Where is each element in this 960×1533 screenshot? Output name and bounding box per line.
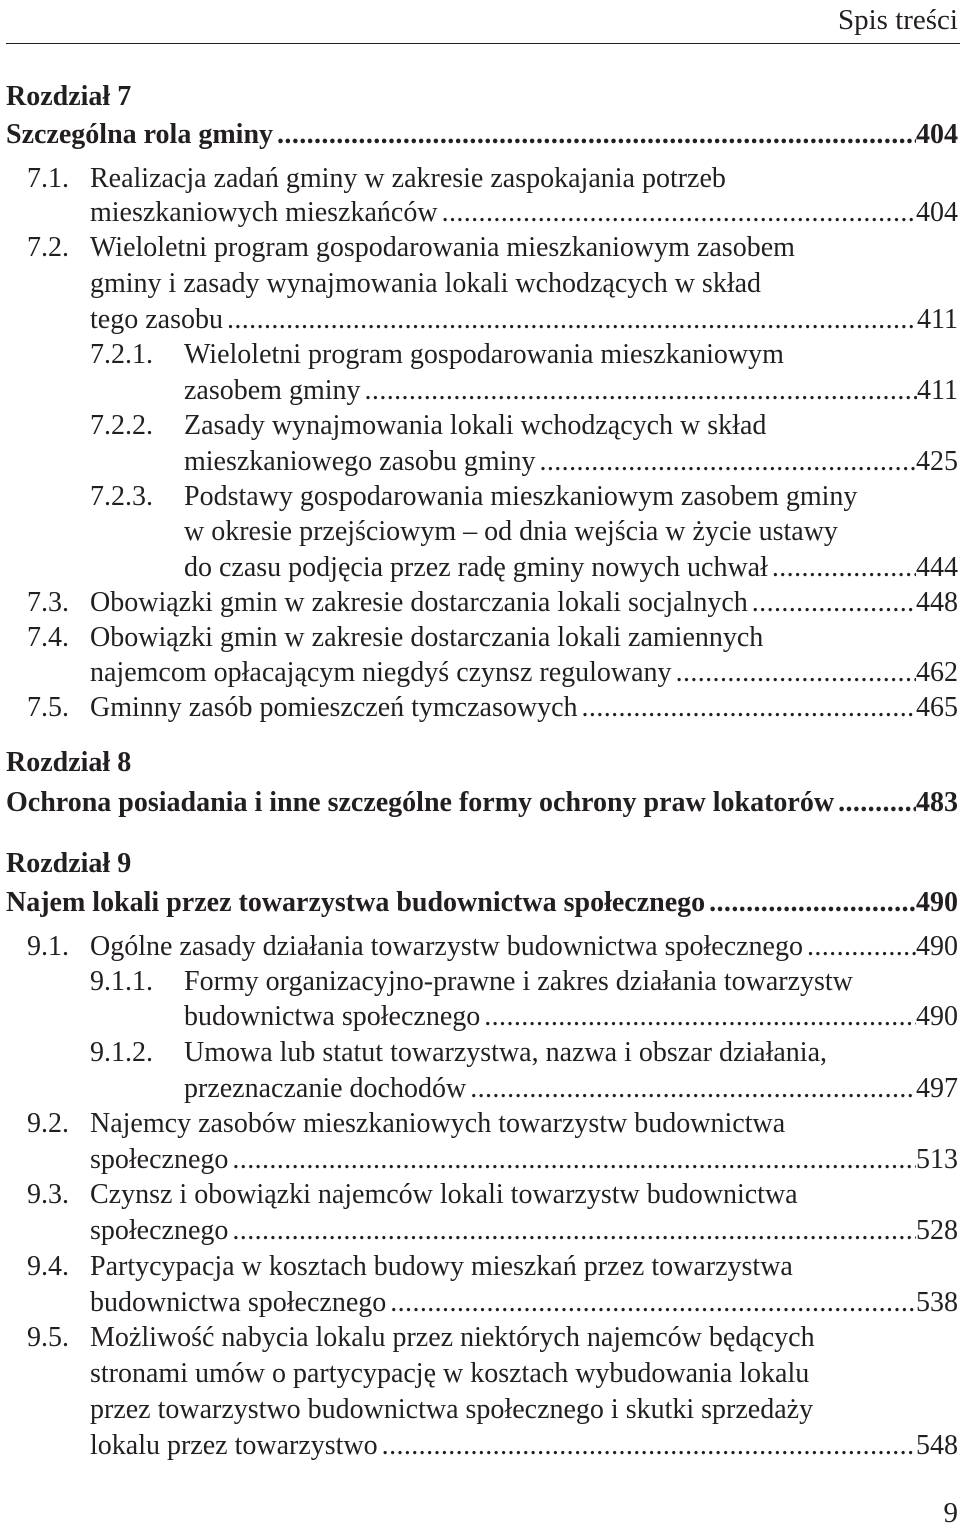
page-ref: 528 xyxy=(916,1215,958,1246)
page-ref: 425 xyxy=(916,446,958,477)
dot-leader xyxy=(470,1071,916,1107)
section-number: 7.4. xyxy=(27,622,69,653)
page-ref: 404 xyxy=(916,197,958,228)
subsection-number: 7.2.3. xyxy=(90,481,153,512)
section-title-line: tego zasobu xyxy=(90,304,223,335)
page-ref: 483 xyxy=(916,787,958,818)
section-title-line: gminy i zasady wynajmowania lokali wchodzących w skład xyxy=(90,268,762,299)
subsection-number: 9.1.1. xyxy=(90,966,153,997)
toc-entry-7-4[interactable] xyxy=(90,655,958,691)
chapter-title: Ochrona posiadania i inne szczególne formy ochrony praw lokatorów xyxy=(6,787,835,818)
toc-entry-7-5[interactable] xyxy=(90,690,958,726)
dot-leader xyxy=(442,195,916,231)
chapter-9-title-entry[interactable] xyxy=(6,885,958,921)
section-title-line: Ogólne zasady działania towarzystw budownictwa społecznego xyxy=(90,931,803,962)
chapter-7-label: Rozdział 7 xyxy=(6,81,132,112)
dot-leader xyxy=(838,785,916,821)
section-number: 9.4. xyxy=(27,1251,69,1282)
section-title-line: stronami umów o partycypację w kosztach wybudowania lokalu xyxy=(90,1358,810,1389)
dot-leader xyxy=(390,1285,916,1321)
toc-entry-7-1[interactable] xyxy=(90,195,958,231)
page-ref: 490 xyxy=(916,887,958,918)
section-title-line: mieszkaniowych mieszkańców xyxy=(90,197,438,228)
dot-leader xyxy=(539,444,916,480)
section-title-line: Możliwość nabycia lokalu przez niektórych najemców będących xyxy=(90,1322,815,1353)
page-ref: 497 xyxy=(916,1073,958,1104)
chapter-9-label: Rozdział 9 xyxy=(6,848,132,879)
toc-entry-9-1-1[interactable] xyxy=(184,999,958,1035)
section-title-line: przez towarzystwo budownictwa społecznego i skutki sprzedaży xyxy=(90,1394,814,1425)
toc-entry-9-1[interactable] xyxy=(90,929,958,965)
chapter-title: Szczególna rola gminy xyxy=(6,119,274,150)
subsection-number: 9.1.2. xyxy=(90,1037,153,1068)
section-title-line: Partycypacja w kosztach budowy mieszkań przez towarzystwa xyxy=(90,1251,793,1282)
toc-entry-9-2[interactable] xyxy=(90,1142,958,1178)
section-title-line: Realizacja zadań gminy w zakresie zaspokajania potrzeb xyxy=(90,163,726,194)
dot-leader xyxy=(382,1428,916,1464)
dot-leader xyxy=(277,117,916,153)
chapter-7-title-entry[interactable] xyxy=(6,117,958,153)
subsection-title-line: do czasu podjęcia przez radę gminy nowych uchwał xyxy=(184,552,768,583)
toc-entry-9-5[interactable] xyxy=(90,1428,958,1464)
section-number: 9.2. xyxy=(27,1108,69,1139)
section-title-line: społecznego xyxy=(90,1215,229,1246)
dot-leader xyxy=(752,585,916,621)
dot-leader xyxy=(227,302,917,338)
section-number: 9.5. xyxy=(27,1322,69,1353)
dot-leader xyxy=(232,1213,916,1249)
section-title-line: najemcom opłacającym niegdyś czynsz regulowany xyxy=(90,657,672,688)
subsection-title-line: przeznaczanie dochodów xyxy=(184,1073,467,1104)
page-ref: 548 xyxy=(916,1430,958,1461)
page-ref: 465 xyxy=(916,692,958,723)
chapter-8-label: Rozdział 8 xyxy=(6,747,132,778)
section-number: 7.5. xyxy=(27,692,69,723)
dot-leader xyxy=(484,999,916,1035)
toc-entry-7-2-3[interactable] xyxy=(184,550,958,586)
chapter-title: Najem lokali przez towarzystwa budownictwa społecznego xyxy=(6,887,706,918)
section-title-line: Gminny zasób pomieszczeń tymczasowych xyxy=(90,692,578,723)
page-ref: 490 xyxy=(916,931,958,962)
dot-leader xyxy=(365,373,918,409)
subsection-number: 7.2.2. xyxy=(90,410,153,441)
subsection-title-line: Podstawy gospodarowania mieszkaniowym zasobem gminy xyxy=(184,481,858,512)
section-title-line: Obowiązki gmin w zakresie dostarczania lokali zamiennych xyxy=(90,622,764,653)
page-ref: 462 xyxy=(916,657,958,688)
page-ref: 513 xyxy=(916,1144,958,1175)
page-ref: 404 xyxy=(916,119,958,150)
toc-entry-7-2-1[interactable] xyxy=(184,373,958,409)
section-title-line: lokalu przez towarzystwo xyxy=(90,1430,378,1461)
section-title-line: społecznego xyxy=(90,1144,229,1175)
dot-leader xyxy=(709,885,916,921)
section-number: 9.3. xyxy=(27,1179,69,1210)
toc-entry-9-3[interactable] xyxy=(90,1213,958,1249)
chapter-8-title-entry[interactable] xyxy=(6,785,958,821)
page-ref: 444 xyxy=(916,552,958,583)
toc-entry-7-2[interactable] xyxy=(90,302,958,338)
subsection-title-line: zasobem gminy xyxy=(184,375,361,406)
running-header-title: Spis treści xyxy=(837,4,958,36)
page-ref: 538 xyxy=(916,1287,958,1318)
toc-entry-9-4[interactable] xyxy=(90,1285,958,1321)
section-title-line: Obowiązki gmin w zakresie dostarczania lokali socjalnych xyxy=(90,587,748,618)
section-title-line: Najemcy zasobów mieszkaniowych towarzystw budownictwa xyxy=(90,1108,786,1139)
section-title-line: budownictwa społecznego xyxy=(90,1287,387,1318)
page-ref: 490 xyxy=(916,1001,958,1032)
dot-leader xyxy=(232,1142,916,1178)
page-ref: 411 xyxy=(917,304,958,335)
section-number: 7.3. xyxy=(27,587,69,618)
subsection-title-line: Wieloletni program gospodarowania mieszkaniowym xyxy=(184,339,784,370)
section-title-line: Czynsz i obowiązki najemców lokali towarzystw budownictwa xyxy=(90,1179,798,1210)
subsection-title-line: Zasady wynajmowania lokali wchodzących w skład xyxy=(184,410,767,441)
dot-leader xyxy=(772,550,916,586)
section-title-line: Wieloletni program gospodarowania mieszkaniowym zasobem xyxy=(90,232,795,263)
subsection-title-line: mieszkaniowego zasobu gminy xyxy=(184,446,536,477)
toc-entry-7-2-2[interactable] xyxy=(184,444,958,480)
section-number: 7.1. xyxy=(27,163,69,194)
toc-entry-9-1-2[interactable] xyxy=(184,1071,958,1107)
subsection-number: 7.2.1. xyxy=(90,339,153,370)
section-number: 9.1. xyxy=(27,931,69,962)
page-ref: 411 xyxy=(917,375,958,406)
toc-entry-7-3[interactable] xyxy=(90,585,958,621)
section-number: 7.2. xyxy=(27,232,69,263)
page-ref: 448 xyxy=(916,587,958,618)
subsection-title-line: budownictwa społecznego xyxy=(184,1001,481,1032)
page-number: 9 xyxy=(943,1497,958,1529)
dot-leader xyxy=(582,690,916,726)
subsection-title-line: w okresie przejściowym – od dnia wejścia w życie ustawy xyxy=(184,516,838,547)
dot-leader xyxy=(807,929,916,965)
dot-leader xyxy=(676,655,916,691)
subsection-title-line: Umowa lub statut towarzystwa, nazwa i obszar działania, xyxy=(184,1037,828,1068)
header-rule xyxy=(6,43,960,44)
subsection-title-line: Formy organizacyjno-prawne i zakres działania towarzystw xyxy=(184,966,853,997)
